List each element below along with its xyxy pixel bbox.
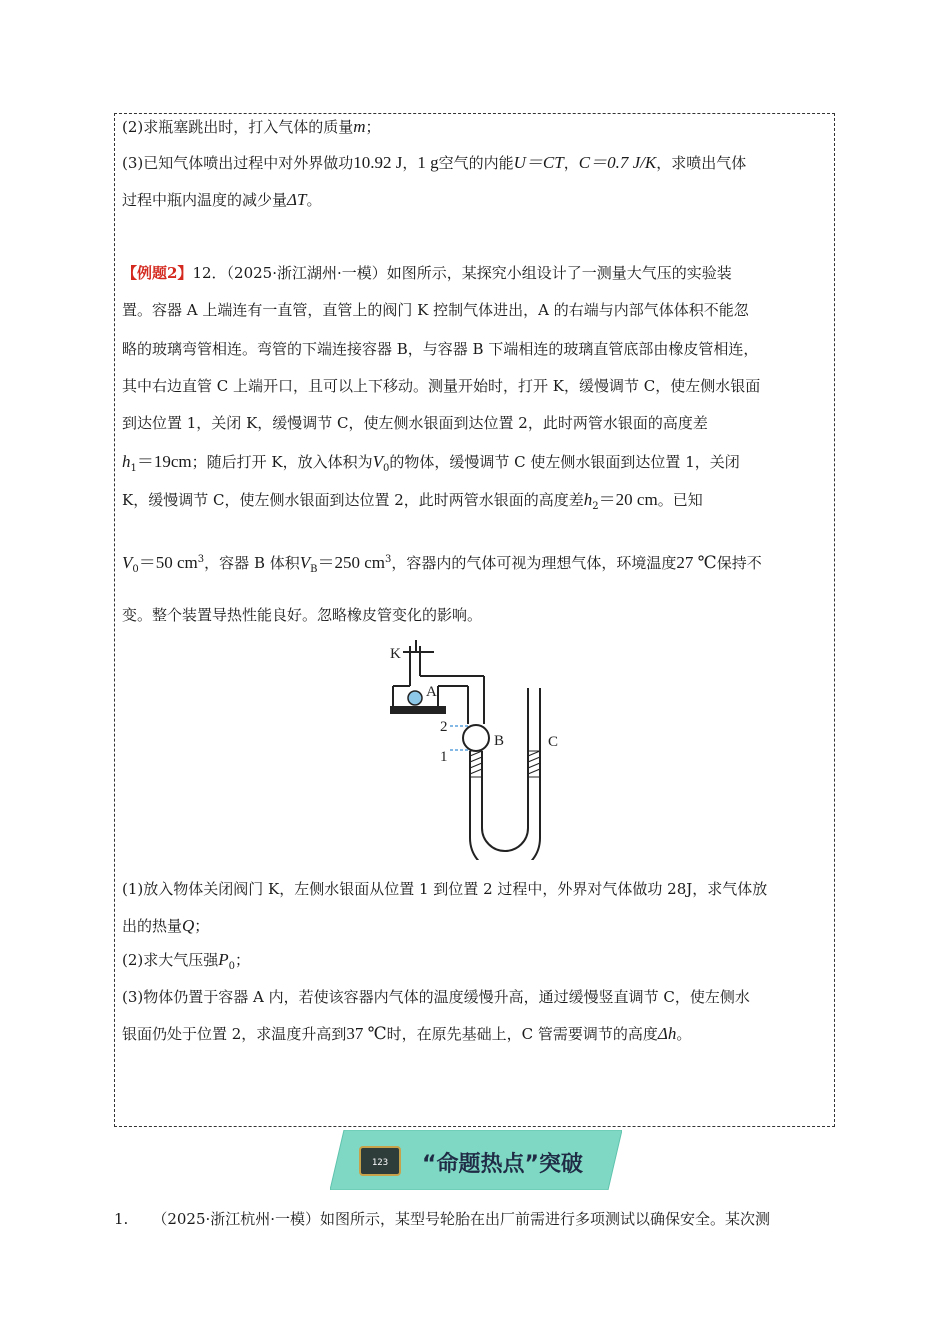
example-q1-line1: (1)放入物体关闭阀门 K，左侧水银面从位置 1 到位置 2 过程中，外界对气体做功 28J，求气体放: [122, 880, 768, 898]
label-b: B: [494, 733, 505, 749]
prev-q3-line2: 过程中瓶内温度的减少量ΔT。: [122, 190, 322, 209]
prev-q2: (2)求瓶塞跳出时，打入气体的质量m；: [122, 117, 381, 136]
example-line-1: 【例题2】12．（2025·浙江湖州·一模）如图所示，某探究小组设计了一测量大气压的实验装: [122, 264, 732, 282]
label-2: 2: [440, 719, 448, 735]
example-line-5: 到达位置 1，关闭 K，缓慢调节 C，使左侧水银面到达位置 2，此时两管水银面的高度差: [122, 414, 708, 432]
example-tag: 【例题2】: [122, 264, 193, 282]
example-line-6: $h_1=19cm$；随后打开 K，放入体积为$V_0$的物体，缓慢调节 C 使左侧水银面到达位置 1，关闭: [122, 452, 740, 474]
example-line-9: 变。整个装置导热性能良好。忽略橡皮管变化的影响。: [122, 606, 483, 624]
example-line-8: $V_0=50$ $cm^3$，容器 B 体积$V_B=250$ $cm^3$，容器内的气体可视为理想气体，环境温度27 ℃保持不: [122, 553, 762, 575]
example-line-4: 其中右边直管 C 上端开口，且可以上下移动。测量开始时，打开 K，缓慢调节 C，使左侧水银面: [122, 377, 761, 395]
label-c: C: [548, 734, 559, 750]
label-k: K: [390, 646, 401, 662]
example-q1-line2: 出的热量Q；: [122, 916, 210, 935]
banner-title: “命题热点”突破: [422, 1152, 583, 1177]
prev-q3-line1: (3)已知气体喷出过程中对外界做功10.92 J，1 g空气的内能U＝CT，C＝0.7 J/K，求喷出气体: [122, 153, 747, 172]
svg-text:123: 123: [371, 1158, 389, 1168]
example-line-2: 置。容器 A 上端连有一直管，直管上的阀门 K 控制气体进出，A 的右端与内部气体体积不能忽: [122, 301, 749, 319]
section-banner: [330, 1130, 622, 1190]
example-line-7: K，缓慢调节 C，使左侧水银面到达位置 2，此时两管水银面的高度差$h_2=20$ cm。已知: [122, 490, 703, 512]
next-problem-line: 1. （2025·浙江杭州·一模）如图所示，某型号轮胎在出厂前需进行多项测试以确保安全。某次测: [114, 1210, 771, 1228]
label-a: A: [426, 684, 437, 700]
example-line-3: 略的玻璃弯管相连。弯管的下端连接容器 B，与容器 B 下端相连的玻璃直管底部由橡皮管相连，: [122, 340, 759, 358]
example-q3-line2: 银面仍处于位置 2，求温度升高到37 ℃时，在原先基础上，C 管需要调节的高度Δh。: [122, 1024, 692, 1043]
example-q3-line1: (3)物体仍置于容器 A 内，若使该容器内气体的温度缓慢升高，通过缓慢竖直调节 C，使左侧水: [122, 988, 750, 1006]
example-q2: (2)求大气压强$P_0$；: [122, 950, 251, 972]
label-1: 1: [440, 749, 448, 765]
apparatus-diagram: [388, 638, 578, 860]
